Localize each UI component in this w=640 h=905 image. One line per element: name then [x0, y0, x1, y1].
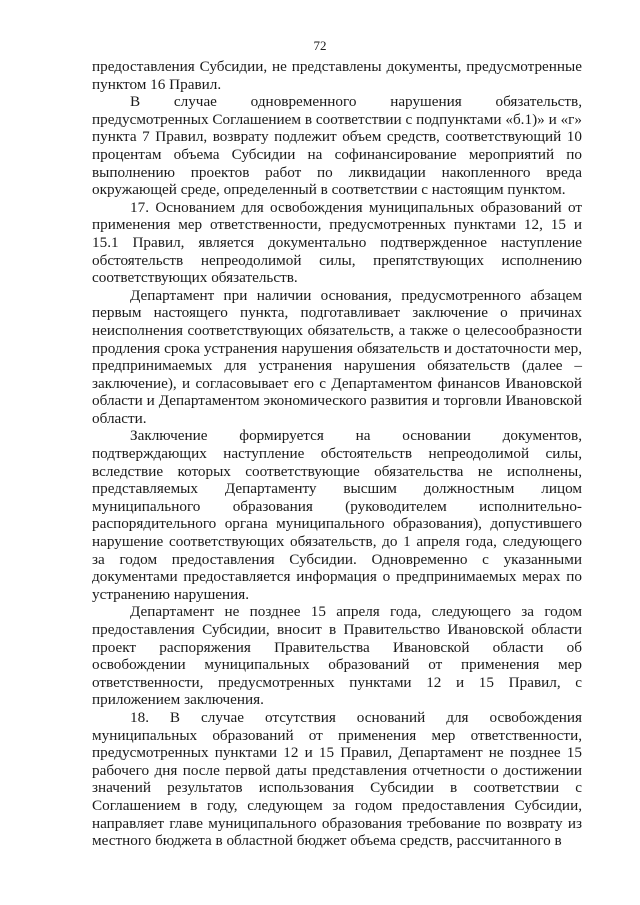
paragraph-18-refund-demand: 18. В случае отсутствия оснований для освобождения муниципальных образований от применения мер ответственности, предусмотренных пунктами 12 и 15 Правил, Департамент не позднее 15 рабочего дня после первой даты представления отчетности о достижении значений результатов использования Субсидии в соответствии с Соглашением в году, следующем за годом предоставления Субсидии, направляет главе муниципального образования требование по возврату из местного бюджета в областной бюджет объема средств, рассчитанного в [92, 708, 582, 850]
paragraph-simultaneous-violation: В случае одновременного нарушения обязательств, предусмотренных Соглашением в соответствии с подпунктами «б.1)» и «г» пункта 7 Правил, возврату подлежит объем средств, соответствующий 10 процентам объема Субсидии на софинансирование мероприятий по выполнению проектов работ по ликвидации накопленного вреда окружающей среде, определенный в соответствии с настоящим пунктом. [92, 93, 582, 199]
paragraph-17-exemption-grounds: 17. Основанием для освобождения муниципальных образований от применения мер ответственности, предусмотренных пунктами 12, 15 и 15.1 Правил, является документально подтвержденное наступление обстоятельств непреодолимой силы, препятствующих исполнению соответствующих обязательств. [92, 198, 582, 287]
document-body [92, 58, 582, 850]
paragraph-conclusion-formation: Заключение формируется на основании документов, подтверждающих наступление обстоятельств непреодолимой силы, вследствие которых соответствующие обязательства не исполнены, представляемых Департаменту высшим должностным лицом муниципального образования (руководителем исполнительно-распорядительного органа муниципального образования), допустившего нарушение соответствующих обязательств, до 1 апреля года, следующего за годом предоставления Субсидии. Одновременно с указанными документами предоставляется информация о предпринимаемых мерах по устранению нарушения. [92, 427, 582, 603]
paragraph-department-conclusion: Департамент при наличии основания, предусмотренного абзацем первым настоящего пункта, подготавливает заключение о причинах неисполнения соответствующих обязательств, а также о целесообразности продления срока устранения нарушения обязательств и достаточности мер, предпринимаемых для устранения нарушения обязательств (далее – заключение), и согласовывает его с Департаментом финансов Ивановской области и Департаментом экономического развития и торговли Ивановской области. [92, 286, 582, 427]
paragraph-continuation: предоставления Субсидии, не представлены документы, предусмотренные пунктом 16 Правил. [92, 58, 582, 93]
paragraph-department-deadline: Департамент не позднее 15 апреля года, следующего за годом предоставления Субсидии, вносит в Правительство Ивановской области проект распоряжения Правительства Ивановской области об освобождении муниципальных образований от применения мер ответственности, предусмотренных пунктами 12 и 15 Правил, с приложением заключения. [92, 603, 582, 709]
page-number: 72 [313, 38, 327, 53]
